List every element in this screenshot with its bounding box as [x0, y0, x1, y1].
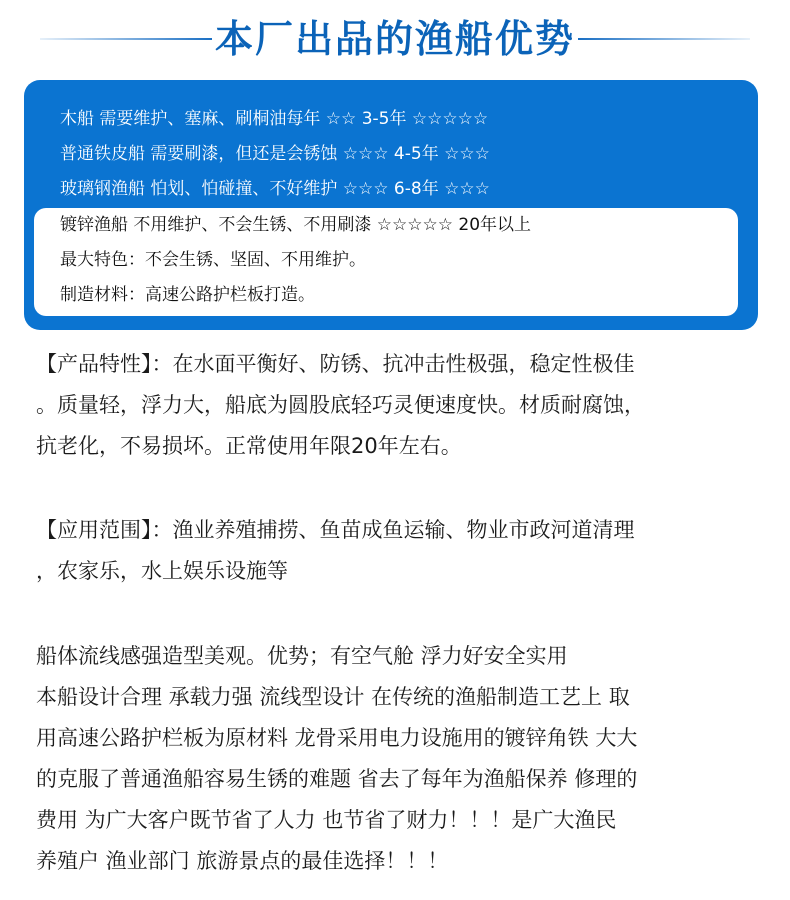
- page-title: 本厂出品的渔船优势: [214, 17, 575, 61]
- advantages-line: 的克服了普通渔船容易生锈的难题 省去了每年为渔船保养 修理的: [36, 767, 638, 791]
- advantages-line: 船体流线感强造型美观。优势；有空气舱 浮力好安全实用: [36, 644, 568, 668]
- features-line: 抗老化，不易损坏。正常使用年限20年左右。: [36, 434, 462, 458]
- comparison-galvanized-boat: 镀锌渔船 不用维护、不会生锈、不用刷漆 ☆☆☆☆☆ 20年以上: [60, 215, 532, 235]
- advantages-line: 费用 为广大客户既节省了人力 也节省了财力！！！是广大渔民: [36, 808, 617, 832]
- advantages-line: 用高速公路护栏板为原材料 龙骨采用电力设施用的镀锌角铁 大大: [36, 726, 638, 750]
- highlight-box: [34, 208, 738, 316]
- comparison-wood-boat: 木船 需要维护、塞麻、刷桐油每年 ☆☆ 3-5年 ☆☆☆☆☆: [60, 109, 489, 129]
- comparison-fiberglass-boat: 玻璃钢渔船 怕划、怕碰撞、不好维护 ☆☆☆ 6-8年 ☆☆☆: [60, 179, 490, 199]
- comparison-iron-boat: 普通铁皮船 需要刷漆，但还是会锈蚀 ☆☆☆ 4-5年 ☆☆☆: [60, 144, 490, 164]
- header: [0, 12, 790, 68]
- features-line: 【产品特性】：在水面平衡好、防锈、抗冲击性极强，稳定性极佳: [36, 352, 635, 376]
- comparison-panel: [24, 80, 758, 330]
- advantages-line: 本船设计合理 承载力强 流线型设计 在传统的渔船制造工艺上 取: [36, 685, 630, 709]
- feature-summary: 最大特色：不会生锈、坚固、不用维护。: [60, 250, 366, 270]
- title-decor-line-left: [40, 38, 212, 40]
- title-decor-line-right: [578, 38, 750, 40]
- features-line: 。质量轻，浮力大，船底为圆股底轻巧灵便速度快。材质耐腐蚀，: [36, 393, 645, 417]
- material-summary: 制造材料：高速公路护栏板打造。: [60, 285, 315, 305]
- advantages-line: 养殖户 渔业部门 旅游景点的最佳选择！！！: [36, 849, 449, 873]
- application-line: 【应用范围】：渔业养殖捕捞、鱼苗成鱼运输、物业市政河道清理: [36, 518, 635, 542]
- application-line: ，农家乐，水上娱乐设施等: [36, 559, 288, 583]
